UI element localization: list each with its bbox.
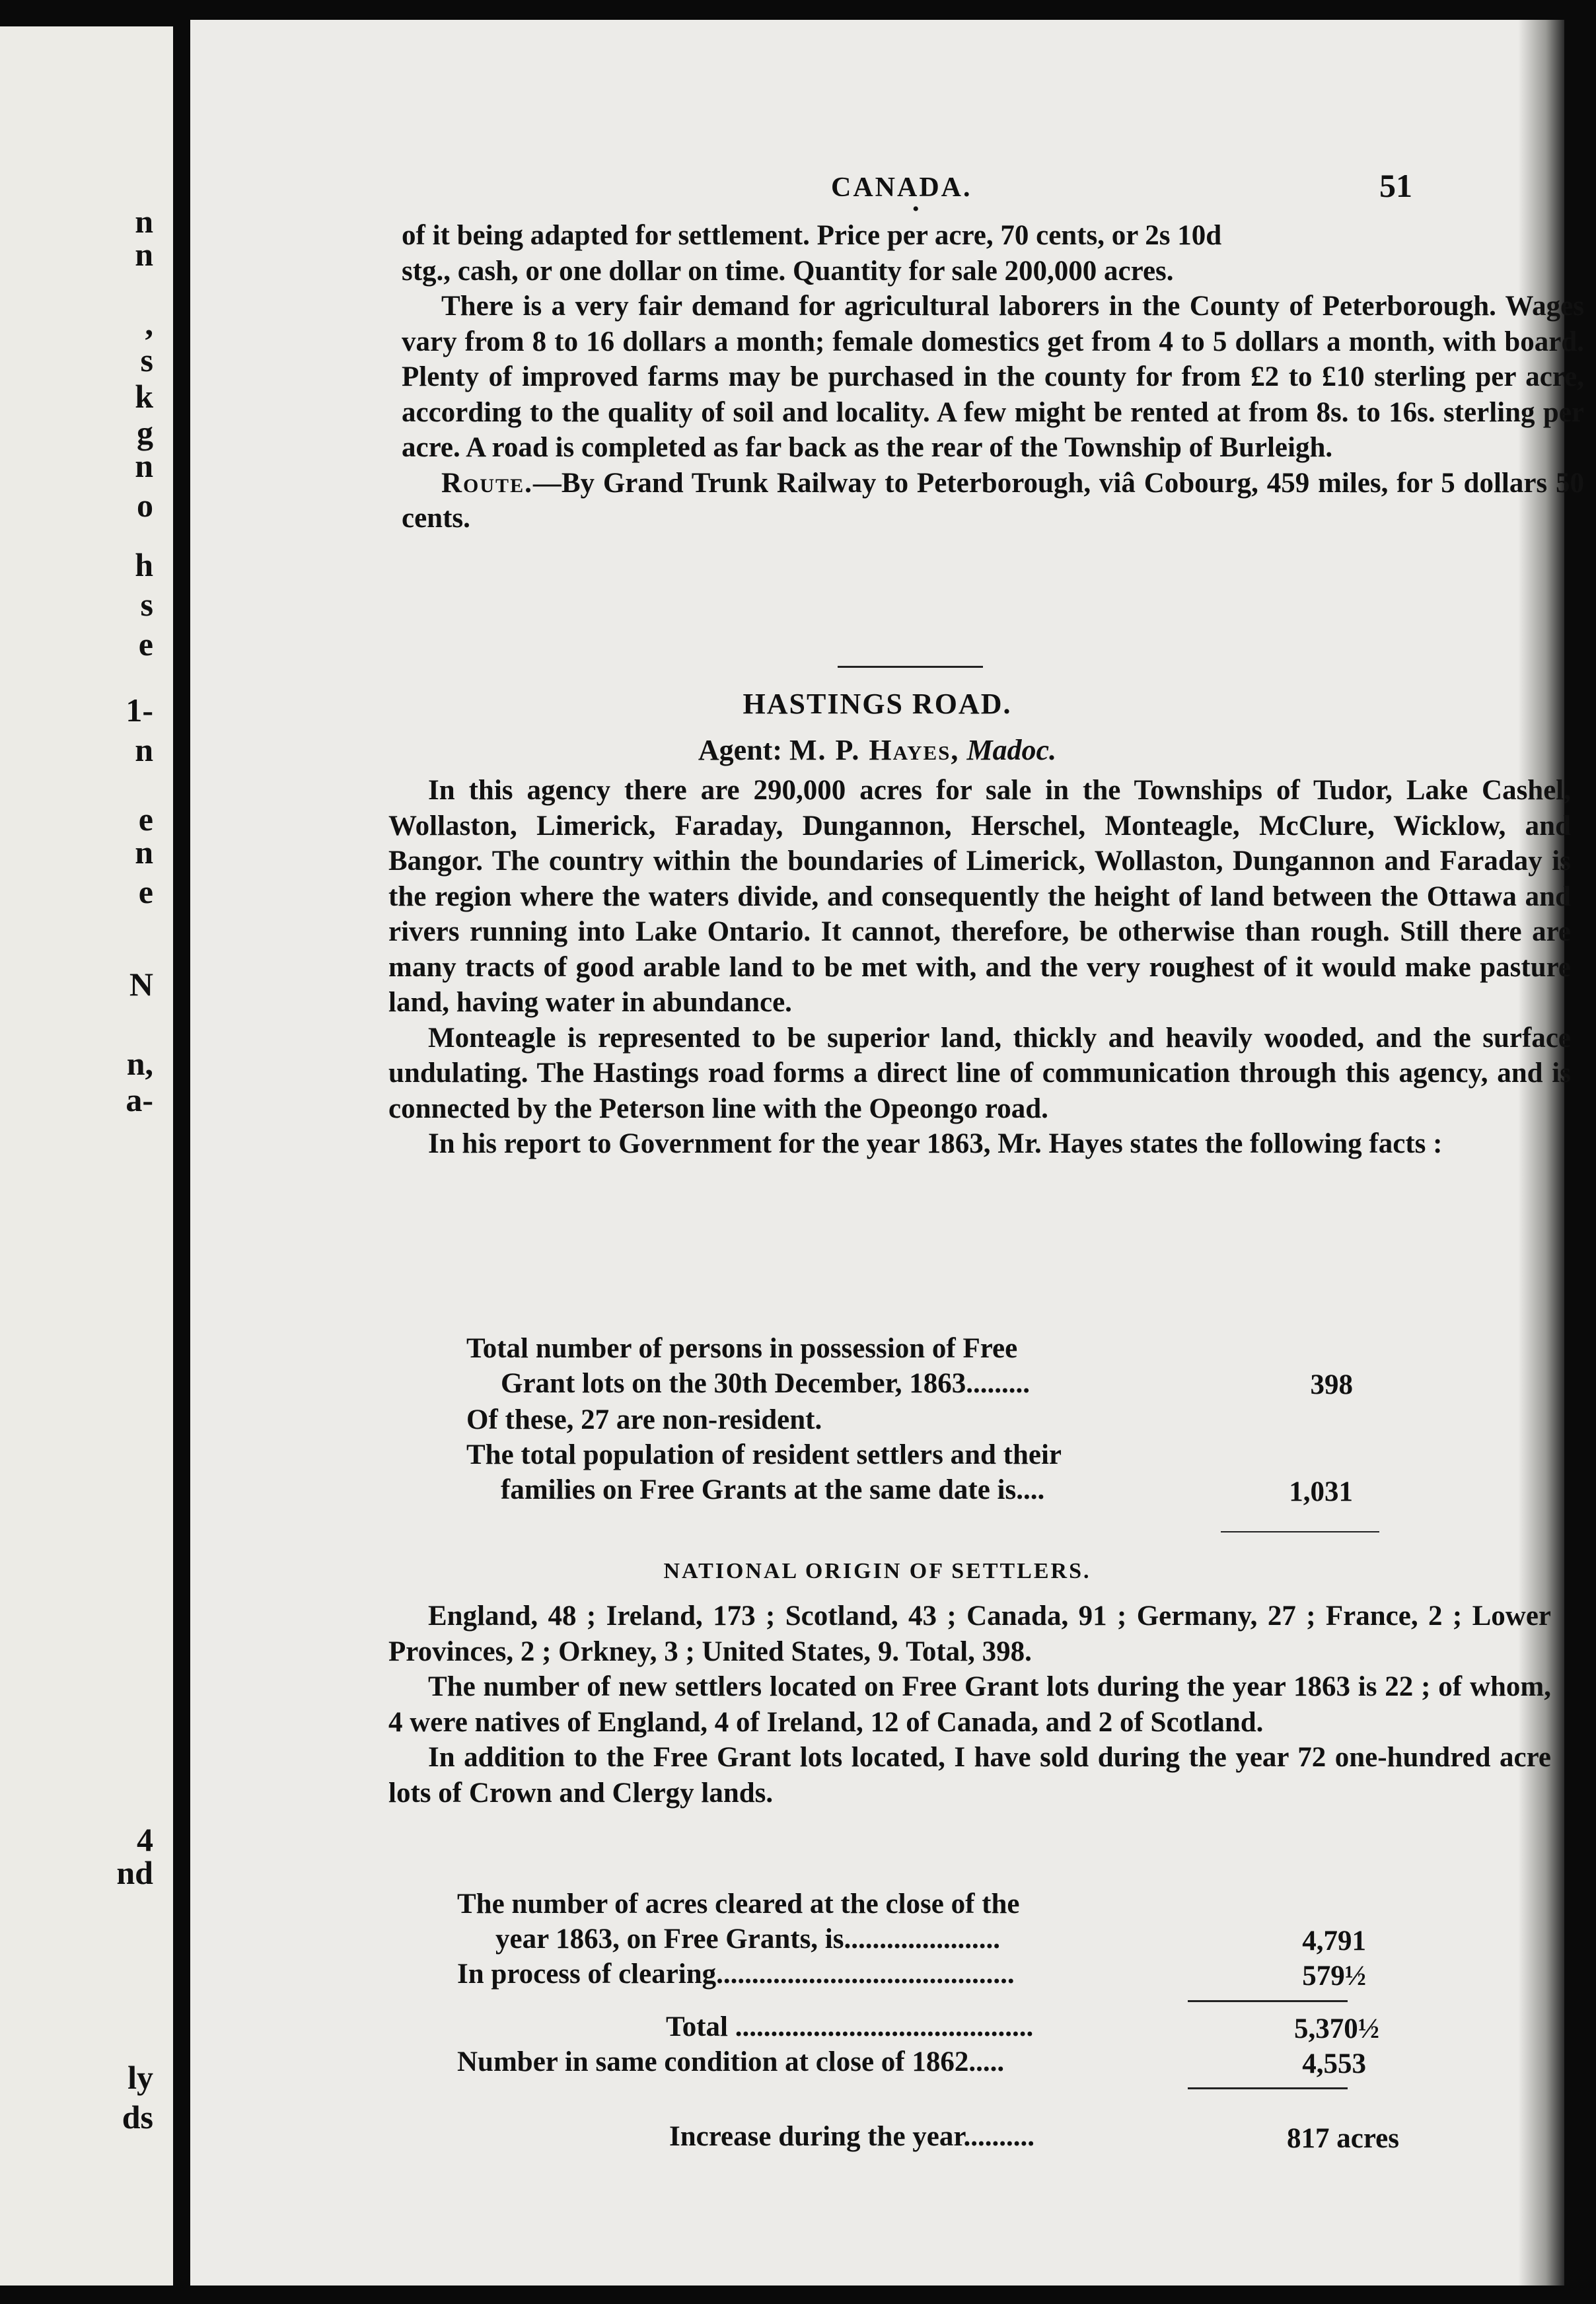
labor-paragraph: There is a very fair demand for agricultural laborers in the County of Peterborough. Wages vary from 8 to 16 dollars a month; female domestics get from 4 to 5 dollars a month, with board. Plenty of improved farms may be purchased in the county for from £2 to £10 sterling per acre, according to the quality of soil and locality. A few might be rented at from 8s. to 16s. sterling per acre. A road is completed as far back as the rear of the Township of Burleigh. [402,291,1584,463]
facts-rule [1221,1531,1379,1532]
left-page-fragment: e [138,801,153,838]
agent-place: Madoc. [966,734,1057,766]
acres-rule [1188,2000,1348,2002]
left-page-fragment: n [135,447,153,484]
fact-line: Grant lots on the 30th December, 1863......... [501,1368,1031,1399]
monteagle-paragraph: Monteagle is represented to be superior land, thickly and heavily wooded, and the surface undulating. The Hastings road forms a direct line of communication through this agency, and is connected by the Peterson line with the Opeongo road. [388,1022,1571,1124]
new-settlers-paragraph: The number of new settlers located on Free Grant lots during the year 1863 is 22 ; of whom, 4 were natives of England, 4 of Ireland, 12 of Canada, and 2 of Scotland. [388,1671,1551,1738]
fact-value: 1,031 [1289,1476,1353,1507]
fact-line: Of these, 27 are non-resident. [466,1404,822,1435]
book-gutter [173,0,190,2304]
left-page-fragment: s [140,586,153,623]
origin-paragraph: England, 48 ; Ireland, 173 ; Scotland, 43 ; Canada, 91 ; Germany, 27 ; France, 2 ; Lower Provinces, 2 ; Orkney, 3 ; United States, 9. Total, 398. [388,1601,1551,1667]
acres-value: 579½ [1302,1961,1366,1992]
fact-value: 398 [1310,1369,1353,1400]
acres-value: 5,370½ [1294,2013,1379,2044]
left-page-fragment: 1- [126,692,153,729]
acres-line: Increase during the year.......... [669,2121,1035,2152]
intro-block [402,218,1584,536]
acres-line: Total .......................................... [666,2011,1034,2042]
left-facing-page [0,26,173,2286]
left-page-fragment: n [135,236,153,273]
origin-block [388,1599,1551,1811]
acres-line: year 1863, on Free Grants, is...................... [495,1924,1000,1955]
intro-line: stg., cash, or one dollar on time. Quantity for sale 200,000 acres. [402,255,1174,287]
acres-value: 4,553 [1302,2048,1366,2079]
page-number: 51 [1379,167,1412,204]
left-page-fragment: o [137,487,153,524]
left-page-fragment: s [140,342,153,378]
header-ornament: • [912,198,920,220]
left-page-fragments [0,26,173,2286]
acres-value: 4,791 [1302,1926,1366,1957]
left-page-fragment: n [135,203,153,240]
hastings-paragraphs [388,773,1571,1162]
book-page [190,20,1584,2286]
fact-line: Total number of persons in possession of Free [466,1333,1018,1364]
agency-paragraph: In this agency there are 290,000 acres for sale in the Townships of Tudor, Lake Cashel, Wollaston, Limerick, Faraday, Dungannon, Herschel, Monteagle, McClure, Wicklow, and Bangor. The country within the boundaries of Limerick, Wollaston, Dungannon and Faraday is the region where the waters divide, and consequently the height of land between the Ottawa and rivers running into Lake Ontario. It cannot, therefore, be otherwise than rough. Still there are many tracts of good arable land to be met with, and the very roughest of it would make pasture land, having water in abundance. [388,775,1571,1018]
left-page-fragment: a- [126,1081,153,1118]
left-page-fragment: 4 [137,1821,153,1858]
left-page-fragment: k [135,378,153,415]
section-divider [838,666,983,668]
left-page-fragment: n [135,731,153,768]
left-page-fragment: nd [116,1854,153,1891]
left-page-fragment: , [145,305,153,342]
agent-label: Agent: [698,734,782,766]
left-page-fragment: n [135,834,153,871]
running-title: CANADA. [831,172,972,203]
acres-line: The number of acres cleared at the close of the [457,1889,1020,1920]
left-page-fragment: N [129,966,153,1003]
fact-line: families on Free Grants at the same date is.... [501,1474,1045,1505]
left-page-fragment: e [138,626,153,663]
intro-line: of it being adapted for settlement. Price per acre, 70 cents, or 2s 10d [402,220,1222,251]
agent-name: M. P. Hayes, [789,734,960,766]
acres-rule-2 [1188,2087,1348,2089]
report-paragraph: In his report to Government for the year 1863, Mr. Hayes states the following facts : [428,1128,1443,1159]
acres-line: Number in same condition at close of 1862..... [457,2046,1005,2077]
acres-line: In process of clearing.......................................... [457,1959,1015,1990]
route-label: Route. [441,467,533,499]
route-text: —By Grand Trunk Railway to Peterborough, viâ Cobourg, 459 miles, for 5 dollars 50 cents. [402,467,1584,534]
page-header [190,167,1564,220]
left-page-fragment: n, [126,1045,153,1082]
acres-value: 817 acres [1287,2123,1399,2154]
route-paragraph [402,466,1584,536]
left-page-fragment: g [137,414,153,451]
left-page-fragment: ly [127,2059,153,2096]
agent-line [190,733,1564,767]
sales-paragraph: In addition to the Free Grant lots located, I have sold during the year 72 one-hundred acre lots of Crown and Clergy lands. [388,1742,1551,1809]
left-page-fragment: ds [122,2099,153,2136]
fact-line: The total population of resident settlers and their [466,1439,1062,1470]
origin-title: NATIONAL ORIGIN OF SETTLERS. [663,1559,1091,1583]
left-page-fragment: h [135,546,153,583]
section-title: HASTINGS ROAD. [743,688,1012,720]
left-page-fragment: e [138,873,153,910]
